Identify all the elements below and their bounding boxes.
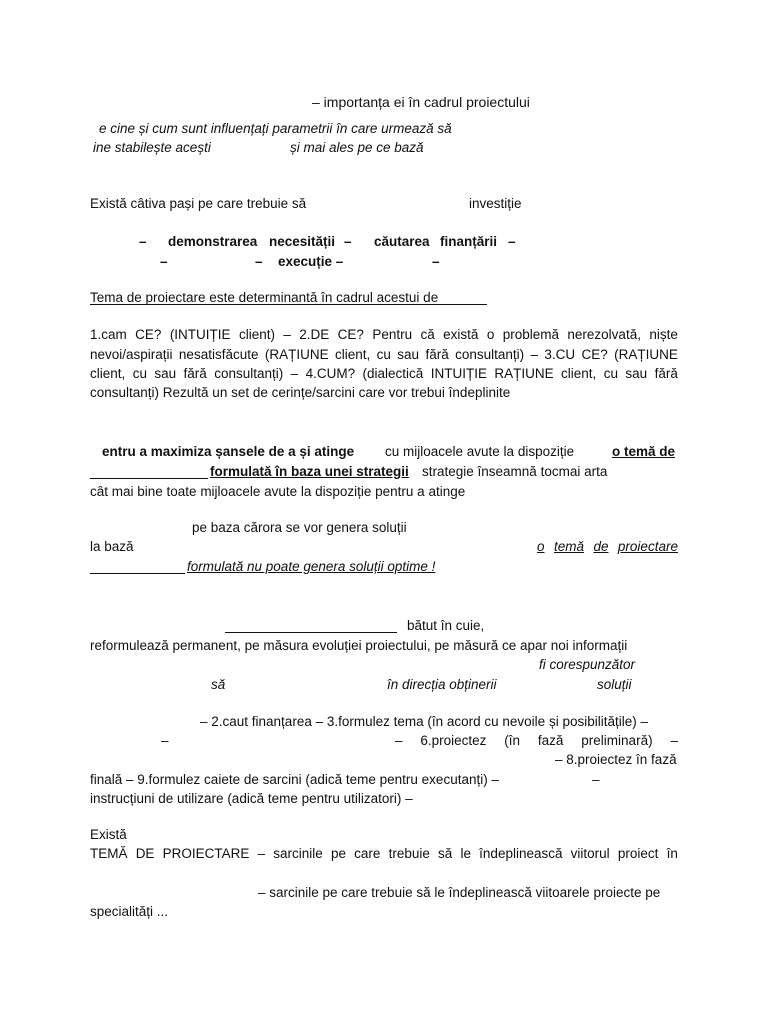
questions-word: (INTUIȚIE [169,327,231,342]
step-demonstrarea: demonstrarea [168,234,258,249]
strategy-d: formulată în baza unei strategii [210,464,409,479]
basis-word: proiectare [617,539,678,554]
process-e: instrucțiuni de utilizare (adică teme pentru utilizatori) – [90,791,413,806]
questions-word: INTUIȚIE [430,366,487,381]
intro-line-2a: ine stabilește acești [93,140,211,155]
questions-line-4: consultanți) Rezultă un set de cerințe/sarcini care vor trebui îndeplinite [90,385,511,400]
strategy-f: cât mai bine toate mijloacele avute la dispoziție pentru a atinge [90,484,466,499]
questions-word: 1.cam [90,327,127,342]
final-word: DE [135,846,155,861]
final-word: care [354,846,381,861]
steps-intro-b: investiție [469,196,522,211]
questions-word: sau [154,366,177,381]
questions-word: (RAȚIUNE [264,347,329,362]
basis-a: pe baza cărora se vor genera soluții [192,520,407,535]
section-title: – importanța ei în cadrul proiectului [312,94,530,110]
basis-word: temă [553,539,584,554]
underline-rule [225,632,397,633]
final-word: PROIECTARE [162,846,250,861]
final-word: trebuie [388,846,430,861]
questions-line-3 [90,365,678,382]
questions-word: cu [132,366,147,381]
reform-c: fi corespunzător [539,657,636,672]
questions-word: nerezolvată, [567,327,641,342]
questions-word: – [530,347,539,362]
questions-word: client, [561,366,597,381]
questions-word: nesatisfăcute [178,347,259,362]
process-word: – [670,733,678,748]
final-d: specialități ... [90,904,169,919]
strategy-e: strategie înseamnă tocmai arta [422,464,608,479]
process-a: – 2.caut finanțarea – 3.formulez tema (în acord cu nevoile și posibilitățile) – [200,714,648,729]
final-word: le [460,846,471,861]
questions-word: client) [238,327,275,342]
step-dash: – [160,254,168,269]
process-dash: – [592,772,600,787]
questions-word: cu [603,366,618,381]
questions-word: există [443,327,479,342]
questions-word: 4.CUM? [305,366,356,381]
questions-line-1 [90,326,678,343]
reform-f: soluții [597,677,632,692]
questions-word: 2.DE [299,327,330,342]
questions-word: o [486,327,495,342]
questions-word: (dialectică [362,366,424,381]
step-dash: – [139,234,147,249]
reform-d: să [211,677,226,692]
process-dash: – [161,733,169,748]
process-d: finală – 9.formulez caiete de sarcini (adică teme pentru executanți) – [90,772,499,787]
reform-e: în direcția obținerii [387,677,497,692]
process-word: 6.proiectez [420,733,487,748]
final-word: în [666,846,678,861]
step-dash: – [255,254,263,269]
questions-word: Pentru [372,327,413,342]
questions-word: 3.CU [544,347,576,362]
questions-word: consultanți) [455,347,525,362]
questions-word: fără [183,366,207,381]
questions-word: cu [376,347,391,362]
questions-word: (RAȚIUNE [614,347,678,362]
final-word: îndeplinească [479,846,563,861]
step-finantarii: finanțării [440,234,498,249]
basis-word: de [593,539,609,554]
final-b [90,845,678,862]
process-c: – 8.proiectez în fază [555,752,677,767]
basis-d: formulată nu poate genera soluții optime ! [187,559,436,574]
final-word: sarcinile [273,846,323,861]
intro-line-2b: și mai ales pe ce bază [290,140,424,155]
questions-word: client, [334,347,371,362]
final-a: Există [90,827,127,842]
questions-line-2 [90,346,678,363]
step-necesitatii: necesității [269,234,336,249]
step-dash: – [508,234,516,249]
underline-rule [90,478,208,479]
questions-word: problemă [502,327,560,342]
process-word: preliminară) [581,733,653,748]
intro-line-1: e cine și cum sunt influențați parametrii în care urmează să [99,121,452,136]
questions-word: – [283,327,291,342]
questions-word: client, [90,366,126,381]
process-b [395,732,678,749]
strategy-a: entru a maximiza șansele de a și atinge [102,444,355,459]
questions-word: fără [654,366,678,381]
questions-word: consultanți) [214,366,284,381]
questions-word: nevoi/aspirații [90,347,173,362]
questions-word: sau [397,347,420,362]
questions-word: CE? [337,327,364,342]
reform-a: bătut în cuie, [407,618,485,633]
final-word: pe [330,846,346,861]
questions-word: că [420,327,435,342]
process-word: (în [504,733,521,748]
strategy-c: o temă de [612,444,676,459]
process-word: – [395,733,403,748]
final-word: – [257,846,266,861]
final-word: viitorul [570,846,610,861]
steps-intro-a: Există câtiva pași pe care trebuie să [90,196,307,211]
questions-word: CE? [135,327,162,342]
process-word: fază [537,733,564,748]
questions-word: niște [649,327,678,342]
questions-word: CE? [581,347,608,362]
questions-word: – [290,366,299,381]
final-word: proiect [617,846,659,861]
basis-c [537,538,678,555]
step-executie: execuție – [278,254,344,269]
tema-line: Tema de proiectare este determinantă în cadrul acestui de [90,290,439,305]
underline-rule [90,304,487,305]
final-c: – sarcinile pe care trebuie să le îndeplinească viitoarele proiecte pe [258,885,661,900]
questions-word: sau [625,366,648,381]
strategy-b: cu mijloacele avute la dispoziție [385,444,575,459]
underline-rule [90,573,185,574]
step-cautarea: căutarea [374,234,430,249]
basis-word: o [537,539,545,554]
basis-b: la bază [90,539,134,554]
step-dash: – [344,234,352,249]
final-word: să [438,846,453,861]
reform-b: reformulează permanent, pe măsura evoluției proiectului, pe măsură ce apar noi informații [90,638,628,653]
step-dash: – [432,254,440,269]
questions-word: RAȚIUNE [494,366,554,381]
questions-word: fără [425,347,449,362]
final-word: TEMĂ [90,846,128,861]
